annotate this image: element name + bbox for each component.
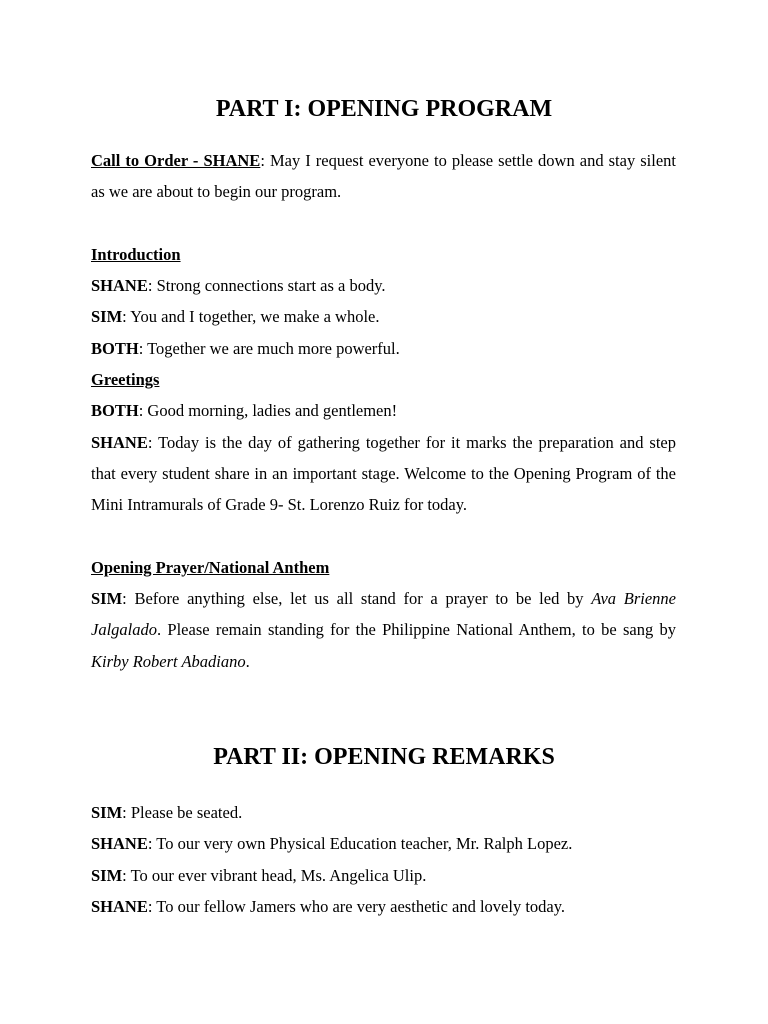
dialogue-text: : Good morning, ladies and gentlemen! (138, 401, 398, 421)
dialogue-text: . (245, 651, 250, 671)
part1-body (91, 145, 676, 677)
spacer (91, 208, 676, 239)
speaker-label: SIM (91, 589, 123, 609)
greetings-title-line (91, 364, 676, 395)
dialogue-text: . Please remain standing for the Philippine National Anthem, to be sang by (157, 620, 676, 640)
speaker-label: BOTH (91, 401, 139, 421)
introduction-line (91, 301, 676, 332)
anthem-singer-name: Kirby Robert Abadiano (91, 651, 246, 671)
dialogue-text: : To our ever vibrant head, Ms. Angelica Ulip. (122, 865, 427, 885)
dialogue-text: : Please be seated. (122, 803, 243, 822)
speaker-label: SHANE (91, 896, 148, 916)
dialogue-text: : Strong connections start as a body. (147, 276, 386, 296)
speaker-label: SHANE (91, 432, 148, 452)
prayer-paragraph (91, 583, 676, 677)
prayer-leader-name: Ava Brienne Jalgalado (91, 589, 676, 640)
remarks-line (91, 860, 676, 891)
greetings-line (91, 427, 676, 521)
remarks-line (91, 891, 676, 922)
introduction-title: Introduction (91, 244, 181, 264)
part1-heading: PART I: OPENING PROGRAM (215, 96, 553, 122)
part2-body (91, 797, 676, 922)
dialogue-text: : To our fellow Jamers who are very aesthetic and lovely today. (147, 896, 566, 916)
spacer (91, 521, 676, 552)
speaker-label: SHANE (91, 834, 148, 854)
dialogue-text: : You and I together, we make a whole. (122, 307, 380, 327)
part2-heading: PART II: OPENING REMARKS (213, 744, 555, 770)
dialogue-text: : Before anything else, let us all stand for a prayer to be led by (122, 589, 592, 609)
introduction-line (91, 333, 676, 364)
introduction-line (91, 270, 676, 301)
remarks-line (91, 828, 676, 859)
dialogue-text: : Together we are much more powerful. (138, 338, 400, 358)
call-to-order-label: Call to Order - SHANE (91, 151, 261, 170)
greetings-line (91, 395, 676, 426)
call-to-order-text: : May I request everyone to please settle down and stay silent as we are about to begin our program. (91, 151, 676, 202)
speaker-label: SHANE (91, 276, 148, 296)
remarks-line (91, 797, 676, 828)
speaker-label: BOTH (91, 338, 139, 358)
dialogue-text: : Today is the day of gathering together for it marks the preparation and step that every student share in an important stage. Welcome to the Opening Program of the Mini Intramurals of Grade 9- St. Lorenzo Ruiz for today. (91, 432, 676, 515)
speaker-label: SIM (91, 865, 123, 885)
dialogue-text: : To our very own Physical Education teacher, Mr. Ralph Lopez. (147, 834, 573, 854)
speaker-label: SIM (91, 307, 123, 327)
speaker-label: SIM (91, 803, 123, 822)
call-to-order-paragraph (91, 145, 676, 208)
prayer-title-line (91, 552, 676, 583)
prayer-title: Opening Prayer/National Anthem (91, 557, 330, 577)
introduction-title-line (91, 239, 676, 270)
greetings-title: Greetings (91, 370, 160, 390)
